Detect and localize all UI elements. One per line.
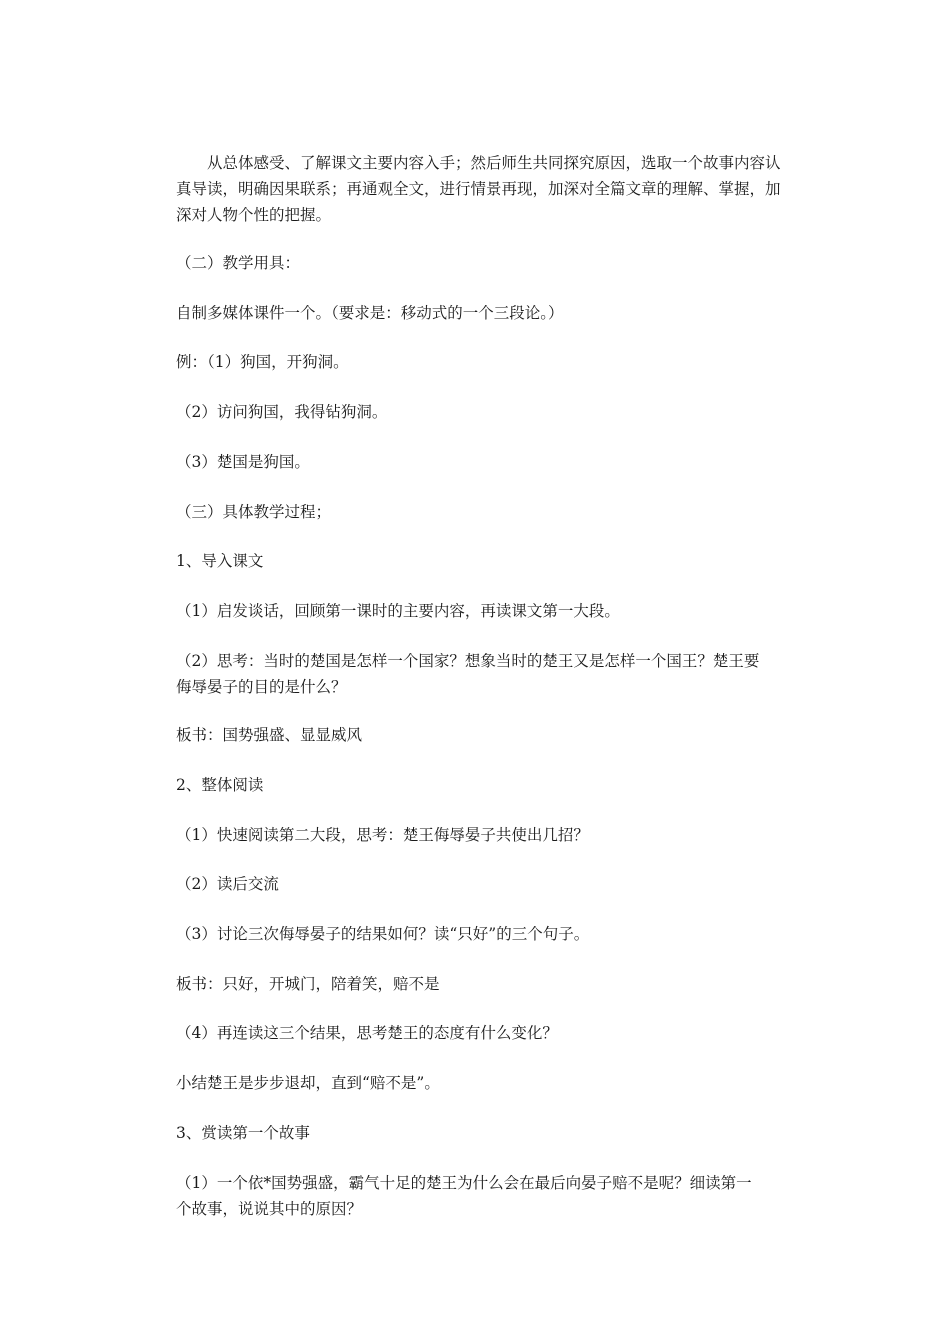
text-line: 自制多媒体课件一个。（要求是：移动式的一个三段论。） (176, 304, 564, 322)
text-line: （二）教学用具： (176, 254, 301, 272)
text-line: 小结楚王是步步退却，直到“赔不是”。 (176, 1074, 440, 1092)
paragraph-step-3-1 (176, 1170, 816, 1222)
text-line: （1）启发谈话，回顾第一课时的主要内容，再读课文第一大段。 (176, 602, 620, 620)
paragraph-example-2 (176, 399, 816, 425)
paragraph-tools (176, 300, 816, 326)
paragraph-step-2-3 (176, 921, 816, 947)
text-line: 1、导入课文 (176, 552, 264, 570)
text-line: （三）具体教学过程； (176, 503, 332, 521)
text-line: （2）访问狗国，我得钻狗洞。 (176, 403, 388, 421)
text-line: （3）楚国是狗国。 (176, 453, 310, 471)
text-line: 个故事，说说其中的原因？ (176, 1200, 363, 1218)
text-line: 板书：国势强盛、显显威风 (176, 726, 363, 744)
text-line: 例：（1）狗国，开狗洞。 (176, 353, 349, 371)
summary-note (176, 1070, 816, 1096)
text-line: 深对人物个性的把握。 (176, 206, 332, 224)
text-line: （1）一个依*国势强盛，霸气十足的楚王为什么会在最后向晏子赔不是呢？细读第一 (176, 1174, 752, 1192)
board-note-2 (176, 971, 816, 997)
paragraph-intro (176, 150, 816, 228)
step-heading-1 (176, 548, 816, 574)
paragraph-step-2-1 (176, 822, 816, 848)
paragraph-step-2-4 (176, 1020, 816, 1046)
text-line: （2）读后交流 (176, 875, 279, 893)
section-heading-process (176, 499, 816, 525)
text-line: （2）思考：当时的楚国是怎样一个国家？想象当时的楚王又是怎样一个国王？楚王要 (176, 652, 760, 670)
paragraph-example-1 (176, 349, 816, 375)
section-heading-tools (176, 250, 816, 276)
paragraph-example-3 (176, 449, 816, 475)
text-line: 板书：只好，开城门，陪着笑，赔不是 (176, 975, 440, 993)
text-line: （1）快速阅读第二大段，思考：楚王侮辱晏子共使出几招？ (176, 826, 589, 844)
text-line: 2、整体阅读 (176, 776, 264, 794)
paragraph-step-1-2 (176, 648, 816, 700)
text-line: 3、赏读第一个故事 (176, 1124, 310, 1142)
text-line: 真导读，明确因果联系；再通观全文，进行情景再现，加深对全篇文章的理解、掌握，加 (176, 180, 781, 198)
paragraph-step-2-2 (176, 871, 816, 897)
text-line: （4）再连读这三个结果，思考楚王的态度有什么变化？ (176, 1024, 558, 1042)
step-heading-3 (176, 1120, 816, 1146)
text-line: 侮辱晏子的目的是什么？ (176, 678, 347, 696)
board-note-1 (176, 722, 816, 748)
paragraph-step-1-1 (176, 598, 816, 624)
text-line: 从总体感受、了解课文主要内容入手；然后师生共同探究原因，选取一个故事内容认 (176, 154, 781, 172)
text-line: （3）讨论三次侮辱晏子的结果如何？读“只好”的三个句子。 (176, 925, 590, 943)
step-heading-2 (176, 772, 816, 798)
